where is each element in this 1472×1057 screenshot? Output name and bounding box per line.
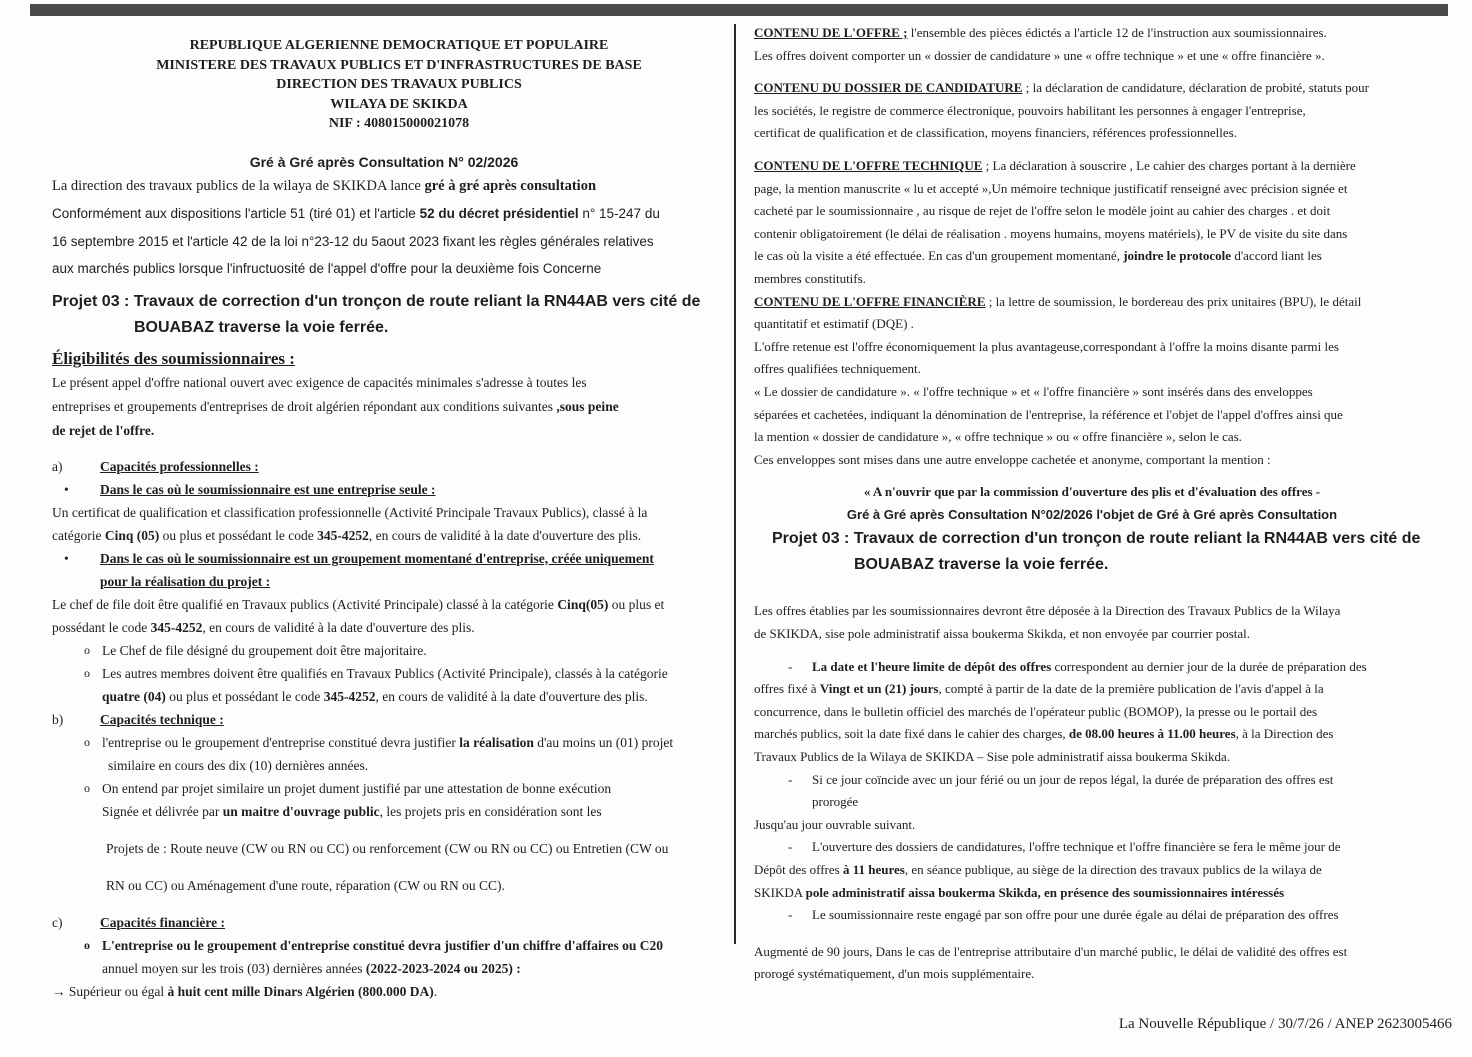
contenu-offre-line-1: CONTENU DE L'OFFRE ; l'ensemble des pièces édictés a l'article 12 de l'instruction aux soumissionnaires.: [754, 25, 1327, 40]
right-project-title: [754, 526, 1430, 578]
holiday-line-2: prorogée: [812, 794, 859, 810]
section-a-circle-2: o Les autres membres doivent être qualifiés en Travaux Publics (Activité Principale), classés à la catégorie: [52, 662, 716, 685]
holiday-line-3: Jusqu'au jour ouvrable suivant.: [754, 816, 916, 832]
section-a-circle-1: o Le Chef de file désigné du groupement doit être majoritaire.: [52, 639, 716, 662]
eligibility-line-3: de rejet de l'offre.: [52, 422, 155, 438]
eligibility-line-2: entreprises et groupements d'entreprises de droit algérien répondant aux conditions suivantes ,sous peine: [52, 398, 619, 414]
section-c-threshold: → Supérieur ou égal à huit cent mille Dinars Algérien (800.000 DA).: [52, 983, 438, 999]
opening-line-2: Dépôt des offres à 11 heures, en séance publique, au siège de la direction des travaux publics de la wilaya de: [754, 862, 1322, 877]
eligibility-title: Éligibilités des soumissionnaires :: [52, 348, 295, 368]
header-direction: DIRECTION DES TRAVAUX PUBLICS: [276, 77, 522, 92]
deadline-line-2: offres fixé à Vingt et un (21) jours, compté à partir de la date de la première publication de l'avis d'appel à la: [754, 681, 1324, 697]
section-a-bullet-1-title: • Dans le cas où le soumissionnaire est une entreprise seule :: [52, 478, 716, 501]
right-project-line-2: BOUABAZ traverse la voie ferrée.: [854, 556, 1109, 574]
tech-line-5: le cas où la visite a été effectuée. En cas d'un groupement momentané, joindre le protocole d'accord liant les: [754, 248, 1322, 264]
section-b-projects-line-1: Projets de : Route neuve (CW ou RN ou CC) ou renforcement (CW ou RN ou CC) ou Entretien (CW ou: [106, 840, 669, 856]
section-c-heading: c) Capacités financière :: [52, 914, 225, 930]
section-a-bullet-2-title-2: pour la réalisation du projet :: [100, 573, 271, 589]
section-a-b2-line-2: possédant le code 345-4252, en cours de validité à la date d'ouverture des plis.: [52, 619, 475, 635]
section-b-circle-1: o l'entreprise ou le groupement d'entreprise constitué devra justifier la réalisation d'au moins un (01) projet: [52, 731, 716, 754]
section-b-circle-1-line-2: similaire en cours des dix (10) dernières années.: [108, 757, 369, 773]
section-b-projects-line-2: RN ou CC) ou Aménagement d'une route, réparation (CW ou RN ou CC).: [106, 877, 505, 893]
section-b-circle-2-line-2: Signée et délivrée par un maitre d'ouvrage public, les projets pris en considération sont les: [102, 803, 602, 819]
scan-top-border: [30, 4, 1448, 16]
mention-line-1: « A n'ouvrir que par la commission d'ouverture des plis et d'évaluation des offres -: [863, 484, 1321, 500]
validity-line-2: prorogé systématiquement, d'un mois supplémentaire.: [754, 966, 1035, 982]
newspaper-footer: La Nouvelle République / 30/7/26 / ANEP 2623005466: [1118, 1016, 1452, 1032]
tech-line-3: cacheté par le soumissionnaire , au risque de rejet de l'offre selon le modèle joint au cahier des charges . et doit: [754, 203, 1331, 219]
header-nif: NIF : 408015000021078: [328, 116, 470, 131]
section-a-bullet-2-title: • Dans le cas où le soumissionnaire est un groupement momentané d'entreprise, créée uniquement: [52, 547, 716, 570]
arrow-icon: →: [52, 983, 66, 999]
section-a-circle-2-line-2: quatre (04) ou plus et possédant le code 345-4252, en cours de validité à la date d'ouverture des plis.: [102, 688, 648, 704]
right-project-line-1: Projet 03 : Travaux de correction d'un tronçon de route reliant la RN44AB vers cité de: [772, 530, 1421, 548]
project-title: [52, 289, 716, 341]
deadline-line-1: - La date et l'heure limite de dépôt des offres correspondent au dernier jour de la durée de préparation des: [754, 656, 1430, 679]
section-a-heading: a) Capacités professionnelles :: [52, 458, 259, 474]
validity-line-1: Augmenté de 90 jours, Dans le cas de l'entreprise attributaire d'un marché public, le délai de validité des offres est: [754, 943, 1348, 959]
section-a-b2-line-1: Le chef de file doit être qualifié en Travaux publics (Activité Principale) classé à la catégorie Cinq(05) ou plus et: [52, 596, 665, 612]
header-republic: REPUBLIQUE ALGERIENNE DEMOCRATIQUE ET POPULAIRE: [189, 38, 609, 53]
consultation-title: Gré à Gré après Consultation N° 02/2026: [249, 153, 519, 170]
engagement-line: - Le soumissionnaire reste engagé par son offre pour une durée égale au délai de préparation des offres: [754, 904, 1430, 927]
dossier-line-2: les sociétés, le registre de commerce électronique, pouvoirs habilitant les personnes à engager l'entreprise,: [754, 102, 1306, 118]
header-wilaya: WILAYA DE SKIKDA: [330, 96, 468, 112]
depot-line-2: de SKIKDA, sise pole administratif aissa boukerma Skikda, et non envoyée par courrier postal.: [754, 626, 1251, 642]
intro-line-2: Conformément aux dispositions l'article 51 (tiré 01) et l'article 52 du décret présidentiel n° 15-247 du: [52, 206, 660, 221]
fin-line-2: quantitatif et estimatif (DQE) .: [754, 316, 914, 332]
retenue-line-1: L'offre retenue est l'offre économiquement la plus avantageuse,correspondant à l'offre la moins disante parmi les: [754, 338, 1339, 354]
deadline-line-5: Travaux Publics de la Wilaya de SKIKDA – Sise pole administratif aissa boukerma Skikda.: [754, 749, 1231, 765]
left-column: [52, 22, 716, 1003]
opening-line-1: - L'ouverture des dossiers de candidatures, l'offre technique et l'offre financière se fera le même jour de: [754, 836, 1430, 859]
project-title-line-1: Projet 03 : Travaux de correction d'un tronçon de route reliant la RN44AB vers cité de: [52, 292, 701, 310]
envelope-line-1: « Le dossier de candidature ». « l'offre technique » et « l'offre financière » sont insérés dans des enveloppes: [754, 383, 1313, 399]
dossier-line-3: certificat de qualification et de classification, moyens financiers, références professionnelles.: [754, 125, 1237, 141]
contenu-offre-line-2: Les offres doivent comporter un « dossier de candidature » une « offre technique » et une « offre financière ».: [754, 47, 1325, 63]
intro-line-4: aux marchés publics lorsque l'infructuosité de l'appel d'offre pour la deuxième fois Concerne: [52, 261, 602, 276]
eligibility-line-1: Le présent appel d'offre national ouvert avec exigence de capacités minimales s'adresse à toutes les: [52, 374, 587, 390]
tech-line-1: CONTENU DE L'OFFRE TECHNIQUE ; La déclaration à souscrire , Le cahier des charges portant à la dernière: [754, 157, 1356, 173]
envelope-line-3: la mention « dossier de candidature », « offre technique » ou « offre financière », selon le cas.: [754, 429, 1242, 445]
tech-line-6: membres constitutifs.: [754, 270, 866, 286]
section-c-circle-1-line-2: annuel moyen sur les trois (03) dernières années (2022-2023-2024 ou 2025) :: [102, 960, 521, 976]
envelope-line-4: Ces enveloppes sont mises dans une autre enveloppe cachetée et anonyme, comportant la mention :: [754, 451, 1271, 467]
deadline-line-3: concurrence, dans le bulletin officiel des marchés de l'opérateur public (BOMOP), la presse ou le portail des: [754, 703, 1318, 719]
section-b-circle-2: o On entend par projet similaire un projet dument justifié par une attestation de bonne exécution: [52, 777, 716, 800]
depot-line-1: Les offres établies par les soumissionnaires devront être déposée à la Direction des Travaux Publics de la Wilaya: [754, 603, 1341, 619]
envelope-line-2: séparées et cachetées, indiquant la dénomination de l'entreprise, la référence et l'objet de l'appel d'offres ainsi que: [754, 406, 1343, 422]
right-column: [754, 22, 1430, 986]
document-header: [122, 36, 676, 134]
section-a-b1-line-1: Un certificat de qualification et classification professionnelle (Activité Principale Travaux Publics), classé à la: [52, 504, 648, 520]
mention-line-2: Gré à Gré après Consultation N°02/2026 l'objet de Gré à Gré après Consultation: [846, 506, 1338, 522]
tech-line-4: contenir obligatoirement (le délai de réalisation . moyens humains, moyens matériels), le PV de visite du site dans: [754, 225, 1348, 241]
opening-line-3: SKIKDA pole administratif aissa boukerma Skikda, en présence des soumissionnaires intéressés: [754, 884, 1285, 900]
section-a-b1-line-2: catégorie Cinq (05) ou plus et possédant le code 345-4252, en cours de validité à la date d'ouverture des plis.: [52, 527, 642, 543]
section-b-heading: b) Capacités technique :: [52, 711, 224, 727]
deadline-line-4: marchés publics, soit la date fixé dans le cahier des charges, de 08.00 heures à 11.00 heures, à la Direction des: [754, 726, 1334, 742]
tech-line-2: page, la mention manuscrite « lu et accepté »,Un mémoire technique justificatif renseigné avec précision signée et: [754, 180, 1348, 196]
intro-line-3: 16 septembre 2015 et l'article 42 de la loi n°23-12 du 5aout 2023 fixant les règles générales relatives: [52, 233, 654, 249]
fin-line-1: CONTENU DE L'OFFRE FINANCIÈRE ; la lettre de soumission, le bordereau des prix unitaires (BPU), le détail: [754, 293, 1362, 309]
intro-line-1: La direction des travaux publics de la wilaya de SKIKDA lance gré à gré après consultation: [52, 177, 597, 194]
holiday-line-1: - Si ce jour coïncide avec un jour férié ou un jour de repos légal, la durée de préparation des offres est: [754, 769, 1430, 792]
retenue-line-2: offres qualifiées techniquement.: [754, 361, 921, 377]
header-ministry: MINISTERE DES TRAVAUX PUBLICS ET D'INFRASTRUCTURES DE BASE: [156, 57, 642, 73]
column-divider: [734, 24, 736, 944]
project-title-line-2: BOUABAZ traverse la voie ferrée.: [134, 318, 389, 336]
dossier-line-1: CONTENU DU DOSSIER DE CANDIDATURE ; la déclaration de candidature, déclaration de probité, statuts pour: [754, 80, 1369, 96]
section-c-circle-1: o L'entreprise ou le groupement d'entreprise constitué devra justifier d'un chiffre d'affaires ou C20: [52, 934, 716, 957]
